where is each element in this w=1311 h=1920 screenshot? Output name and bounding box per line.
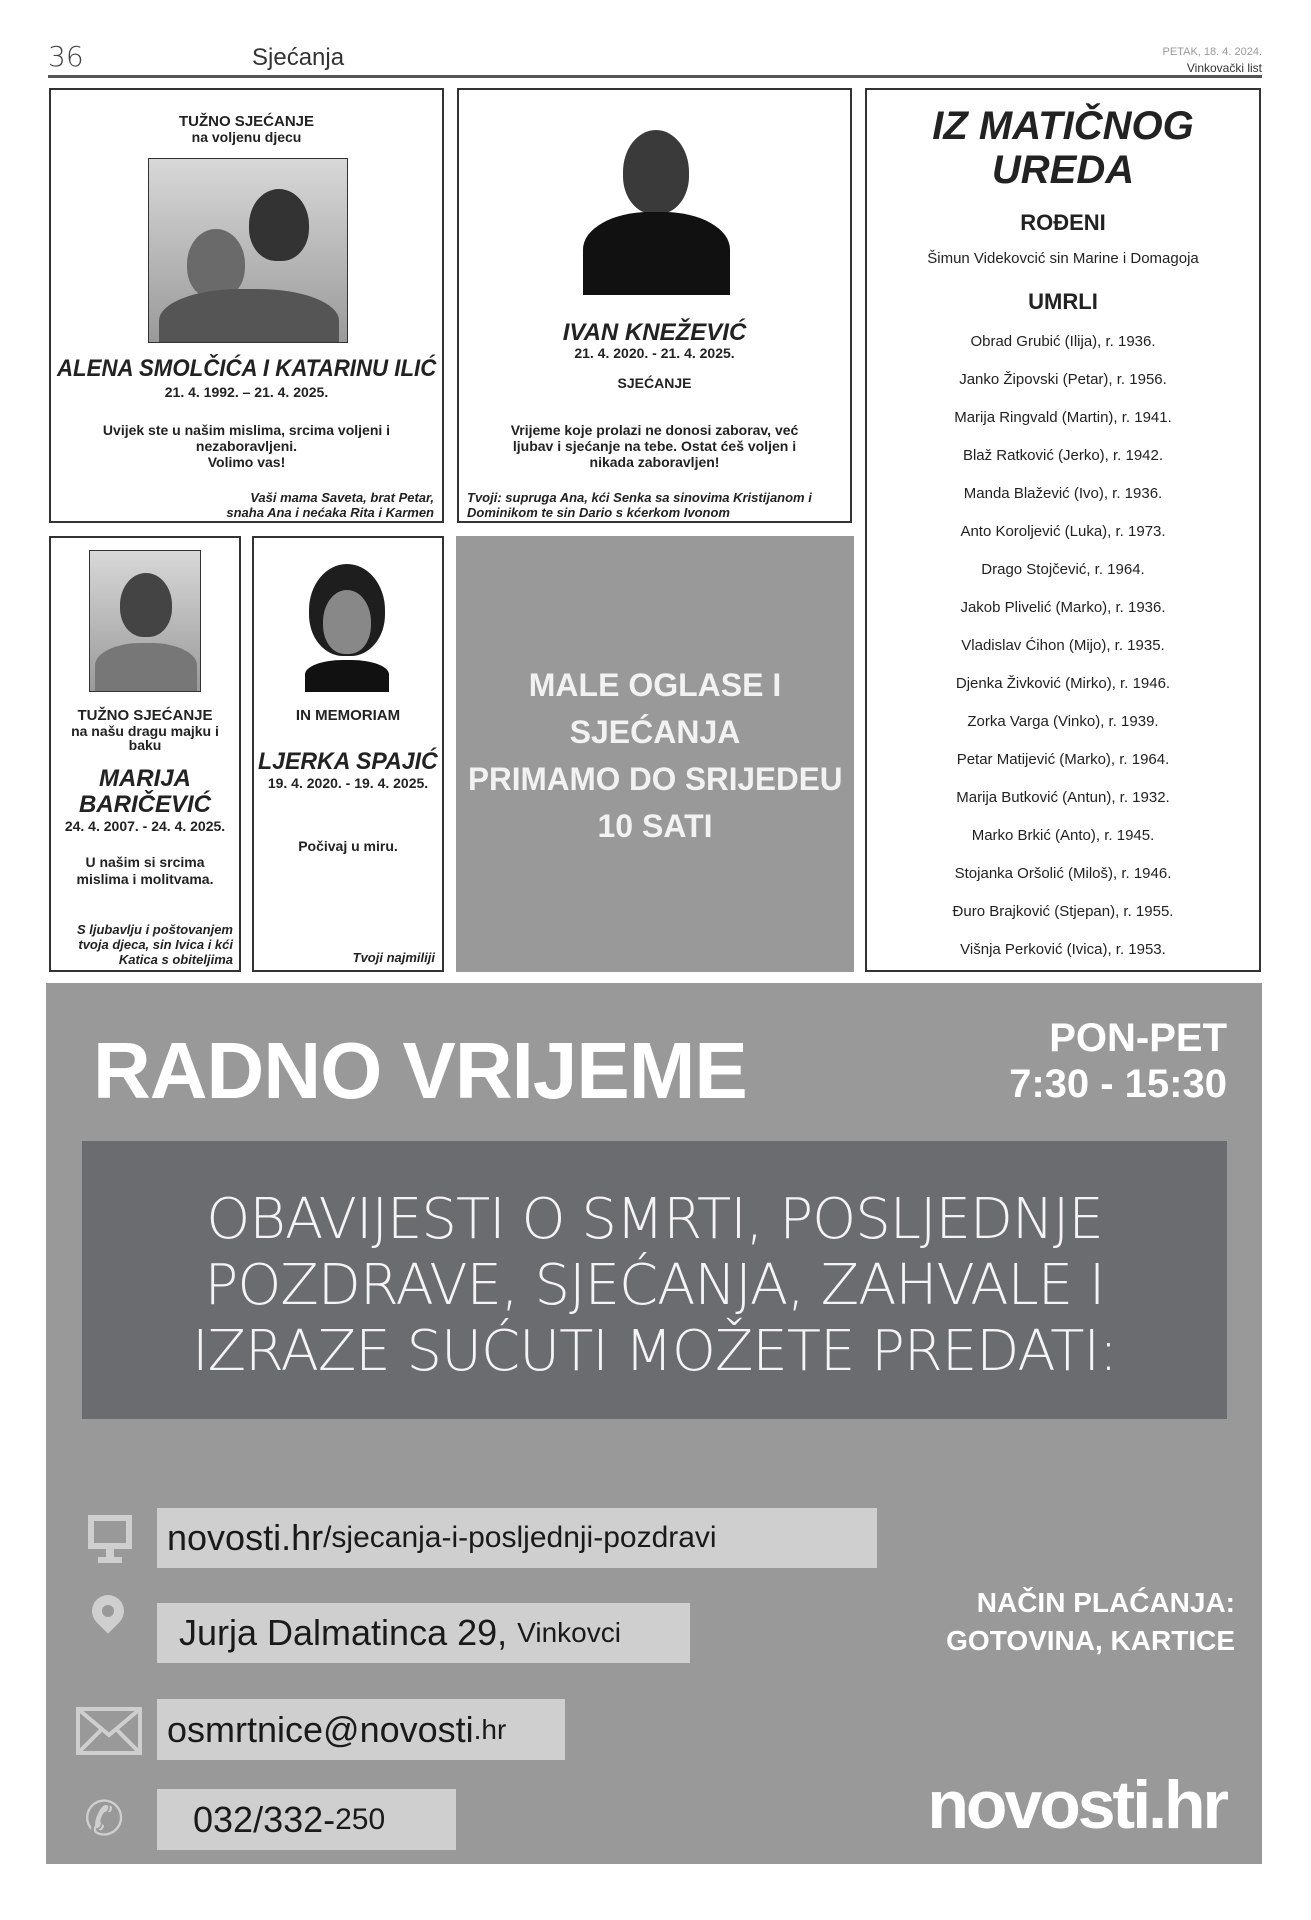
signature-line: snaha Ana i nećaka Rita i Karmen	[226, 505, 434, 520]
notice-line: IZRAZE SUĆUTI MOŽETE PREDATI:	[192, 1319, 1117, 1384]
notice-heading: TUŽNO SJEĆANJE	[77, 707, 213, 724]
subheading-line: baku	[128, 737, 162, 753]
subheading-line: na našu dragu majku i	[71, 723, 219, 739]
issue-date: PETAK, 18. 4. 2024.	[1162, 46, 1262, 58]
name-line: BARIČEVIĆ	[78, 791, 211, 818]
city: Vinkovci	[517, 1617, 621, 1648]
died-entry: Marija Butković (Antun), r. 1932.	[956, 789, 1170, 806]
ad-line: PRIMAMO DO SRIJEDEU	[468, 761, 843, 797]
working-hours-title: RADNO VRIJEME	[93, 1026, 747, 1115]
died-entry: Petar Matijević (Marko), r. 1964.	[956, 751, 1170, 768]
signature-line: Vaši mama Saveta, brat Petar,	[250, 490, 434, 505]
street-address: Jurja Dalmatinca 29,	[179, 1612, 508, 1653]
header-rule	[48, 75, 1262, 78]
signature-line: S ljubavlju i poštovanjem	[76, 922, 233, 937]
novosti-logo: novosti.hr	[927, 1767, 1226, 1843]
photo-marija	[89, 550, 201, 692]
photo-siblings	[148, 158, 348, 343]
website-domain: novosti.hr	[167, 1517, 324, 1558]
registry-title-line: IZ MATIČNOG	[932, 104, 1194, 148]
signature	[59, 490, 434, 520]
message-line: Uvijek ste u našim mislima, srcima voljeni i	[102, 422, 391, 438]
notice-line: OBAVIJESTI O SMRTI, POSLJEDNJE	[206, 1187, 1103, 1252]
notice-smolcic-ilic	[49, 88, 444, 523]
message-line: nezaboravljeni.	[195, 438, 298, 454]
died-entry: Drago Stojčević, r. 1964.	[981, 561, 1145, 578]
classifieds-ad	[456, 536, 854, 972]
died-entry: Vladislav Ćihon (Mijo), r. 1935.	[961, 637, 1165, 654]
died-entry: Manda Blažević (Ivo), r. 1936.	[963, 485, 1163, 502]
died-entry: Višnja Perković (Ivica), r. 1953.	[960, 941, 1166, 958]
email-tld: .hr	[473, 1713, 507, 1745]
died-heading: UMRLI	[1028, 289, 1098, 314]
signature-line: Dominikom te sin Dario s kćerkom Ivonom	[467, 505, 730, 520]
publication-name: Vinkovački list	[1186, 61, 1262, 75]
dates: 21. 4. 1992. – 21. 4. 2025.	[164, 384, 329, 400]
payment-methods	[946, 1584, 1235, 1660]
died-entry: Stojanka Oršolić (Miloš), r. 1946.	[954, 865, 1172, 882]
photo-ljerka	[301, 560, 393, 692]
message-line: Vrijeme koje prolazi ne donosi zaborav, već	[510, 422, 799, 438]
deceased-name: ALENA SMOLČIĆA I KATARINU ILIĆ	[57, 355, 437, 382]
deceased-name	[55, 766, 235, 818]
registry-title	[867, 104, 1259, 192]
notice-ivan-knezevic	[457, 88, 852, 523]
photo-ivan	[583, 120, 730, 295]
office-info-panel	[46, 983, 1262, 1864]
envelope-icon	[76, 1707, 142, 1755]
ad-line: SJEĆANJA	[569, 714, 741, 750]
signature	[467, 490, 844, 520]
died-entry: Đuro Brajković (Stjepan), r. 1955.	[952, 903, 1174, 920]
dates: 24. 4. 2007. - 24. 4. 2025.	[64, 818, 226, 834]
address-field	[157, 1603, 690, 1663]
died-entry: Djenka Živković (Mirko), r. 1946.	[955, 675, 1171, 692]
message-line: mislima i molitvama.	[76, 871, 214, 887]
message-line: ljubav i sjećanje na tebe. Ostat ćeš voljen i	[512, 438, 797, 454]
website-path: /sjecanja-i-posljednji-pozdravi	[323, 1521, 717, 1554]
registry-office	[865, 88, 1261, 972]
notice-heading: IN MEMORIAM	[295, 707, 401, 724]
signature-line: tvoja djeca, sin Ivica i kći	[78, 937, 233, 952]
died-entry: Obrad Grubić (Ilija), r. 1936.	[970, 333, 1156, 350]
submission-notice	[82, 1141, 1227, 1419]
born-heading: ROĐENI	[1020, 210, 1106, 235]
signature	[56, 922, 233, 967]
died-entry: Blaž Ratković (Jerko), r. 1942.	[962, 447, 1164, 464]
signature-line: Katica s obiteljima	[118, 952, 233, 967]
monitor-icon	[86, 1515, 136, 1565]
notice-heading: SJEĆANJE	[617, 375, 692, 391]
payment-heading: NAČIN PLAĆANJA:	[976, 1587, 1235, 1618]
deceased-name: LJERKA SPAJIĆ	[258, 748, 438, 775]
message-line: nikada zaboravljen!	[589, 454, 720, 470]
dates: 19. 4. 2020. - 19. 4. 2025.	[267, 775, 429, 791]
signature: Tvoji najmiliji	[352, 950, 435, 965]
notice-marija-baricevic	[49, 536, 241, 972]
notice-heading: TUŽNO SJEĆANJE	[178, 113, 315, 130]
signature-line: Tvoji: supruga Ana, kći Senka sa sinovima Kristijanom i	[467, 490, 812, 505]
website-link[interactable]	[157, 1508, 877, 1568]
died-entry: Janko Žipovski (Petar), r. 1956.	[959, 371, 1167, 388]
dates: 21. 4. 2020. - 21. 4. 2025.	[574, 345, 735, 361]
born-entry: Šimun Videkovcić sin Marine i Domagoja	[927, 250, 1199, 267]
message-line: U našim si srcima	[85, 854, 205, 870]
page-number: 36	[48, 40, 84, 73]
message: Počivaj u miru.	[298, 838, 398, 854]
died-list	[867, 333, 1259, 979]
ad-line: MALE OGLASE I	[528, 667, 782, 703]
email-link[interactable]	[157, 1699, 565, 1760]
working-hours	[1009, 1015, 1227, 1107]
notice-subheading: na voljenu djecu	[191, 129, 302, 145]
notice-ljerka-spajic	[252, 536, 444, 972]
deceased-name: IVAN KNEŽEVIĆ	[562, 319, 747, 346]
notice-line: POZDRAVE, SJEĆANJA, ZAHVALE I	[204, 1253, 1105, 1318]
died-entry: Zorka Varga (Vinko), r. 1939.	[967, 713, 1159, 730]
phone-main: 032/332-	[193, 1798, 336, 1840]
section-title: Sjećanja	[252, 44, 345, 71]
message-line: Volimo vas!	[207, 454, 286, 470]
died-entry: Marija Ringvald (Martin), r. 1941.	[954, 409, 1172, 426]
working-days: PON-PET	[1049, 1016, 1227, 1060]
working-time: 7:30 - 15:30	[1009, 1062, 1227, 1106]
notice-subheading	[55, 724, 235, 752]
died-entry: Anto Koroljević (Luka), r. 1973.	[960, 523, 1166, 540]
phone-icon: ✆	[84, 1793, 125, 1846]
phone-number[interactable]	[157, 1789, 456, 1850]
registry-title-line: UREDA	[991, 148, 1135, 192]
ad-text	[468, 662, 842, 850]
email-user: osmrtnice@novosti	[167, 1708, 474, 1750]
phone-extension: 250	[335, 1802, 386, 1836]
name-line: MARIJA	[98, 765, 191, 792]
died-entry: Jakob Plivelić (Marko), r. 1936.	[960, 599, 1166, 616]
ad-line: 10 SATI	[597, 808, 713, 844]
payment-options: GOTOVINA, KARTICE	[946, 1625, 1235, 1656]
died-entry: Marko Brkić (Anto), r. 1945.	[971, 827, 1155, 844]
location-pin-icon	[90, 1595, 126, 1649]
